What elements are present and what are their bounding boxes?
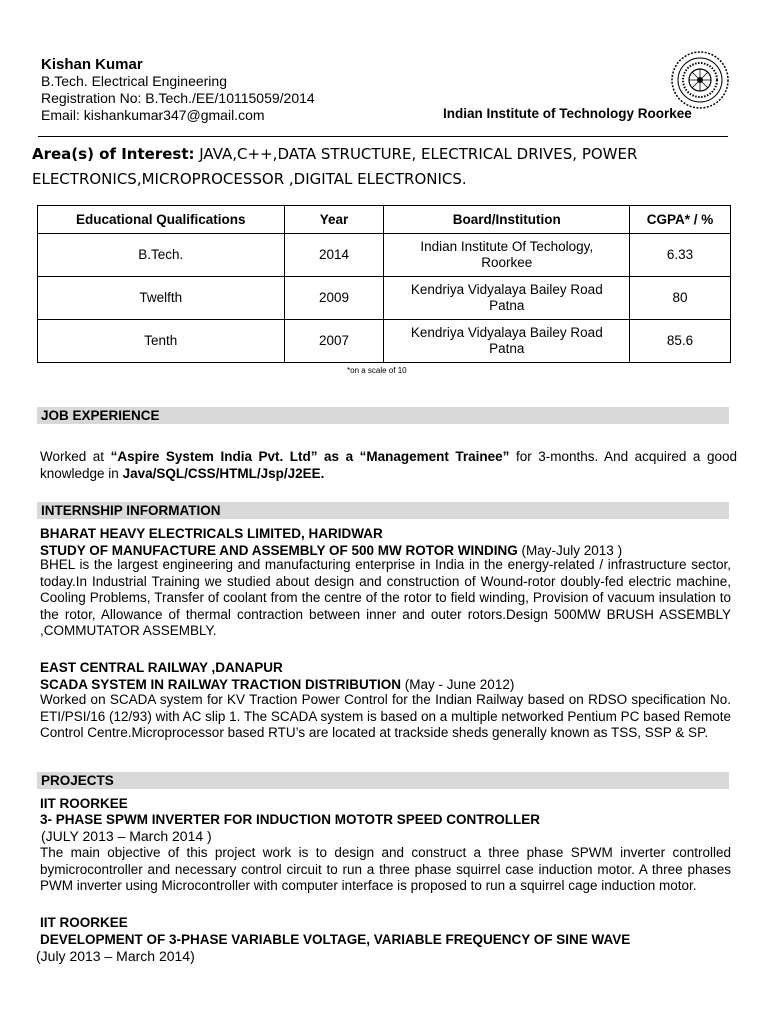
institute-name: Indian Institute of Technology Roorkee (443, 106, 692, 121)
score-cell: 6.33 (630, 234, 731, 277)
project-title-2: DEVELOPMENT OF 3-PHASE VARIABLE VOLTAGE, VARIABLE FREQUENCY OF SINE WAVE (40, 932, 631, 947)
header-institution: Board/Institution (384, 206, 630, 234)
internship-project-1-title: STUDY OF MANUFACTURE AND ASSEMBLY OF 500 MW ROTOR WINDING (40, 543, 518, 558)
institution-line-1: Kendriya Vidyalaya Bailey Road (410, 282, 603, 297)
candidate-name: Kishan Kumar (41, 56, 143, 73)
header-divider (38, 136, 728, 137)
job-experience-heading: JOB EXPERIENCE (37, 407, 729, 424)
project-title-1: 3- PHASE SPWM INVERTER FOR INDUCTION MOTOTR SPEED CONTROLLER (40, 812, 541, 827)
email: Email: kishankumar347@gmail.com (41, 107, 265, 123)
year-cell: 2009 (284, 277, 384, 320)
internship-project-2-title: SCADA SYSTEM IN RAILWAY TRACTION DISTRIBUTION (40, 677, 402, 692)
score-cell: 85.6 (630, 320, 731, 363)
project-date-1: (JULY 2013 – March 2014 ) (41, 828, 212, 844)
header-year: Year (284, 206, 384, 234)
internship-project-2-date: (May - June 2012) (401, 677, 515, 692)
registration-number: Registration No: B.Tech./EE/10115059/2014 (41, 90, 315, 106)
year-cell: 2007 (284, 320, 384, 363)
institution-cell (384, 234, 630, 277)
interests-label: Area(s) of Interest: (32, 145, 195, 163)
interests-line-1 (32, 145, 637, 163)
institution-line-2: Patna (489, 341, 525, 356)
degree: B.Tech. Electrical Engineering (41, 73, 227, 89)
internship-heading: INTERNSHIP INFORMATION (37, 502, 729, 519)
institution-cell (384, 277, 630, 320)
internship-project-1-date: (May-July 2013 ) (517, 543, 623, 558)
institution-line-2: Patna (489, 298, 525, 313)
internship-project-1 (40, 543, 622, 558)
institution-cell (384, 320, 630, 363)
iit-roorkee-seal-icon (670, 50, 730, 110)
cgpa-footnote: *on a scale of 10 (347, 366, 407, 375)
internship-org-2: EAST CENTRAL RAILWAY ,DANAPUR (40, 660, 283, 675)
education-table (37, 205, 731, 363)
header-score: CGPA* / % (630, 206, 731, 234)
project-desc-1: The main objective of this project work is to design and construct a three phase SPWM inverter controlled bymicrocontroller and necessary control circuit to run a three phase squirrel case induction motor. A three phases PWM inverter using Microcontroller with computer interface is proposed to run a squirrel cage induction motor. (40, 845, 731, 893)
table-row (38, 277, 731, 320)
interests-line-2: ELECTRONICS,MICROPROCESSOR ,DIGITAL ELECTRONICS. (32, 170, 467, 188)
interests-text-1: JAVA,C++,DATA STRUCTURE, ELECTRICAL DRIVES, POWER (194, 145, 638, 163)
job-experience-text (40, 449, 737, 482)
qualification-cell: B.Tech. (38, 234, 285, 277)
internship-desc-2: Worked on SCADA system for KV Traction Power Control for the Indian Railway based on RDSO specification No. ETI/PSI/16 (12/93) with AC slip 1. The SCADA system is based on a multiple networked Pentium PC based Remote Control Centre.Microprocessor based RTU’s are located at trackside sheds generally known as TSS, SSP & SP. (40, 692, 731, 740)
qualification-cell: Tenth (38, 320, 285, 363)
qualification-cell: Twelfth (38, 277, 285, 320)
table-row (38, 320, 731, 363)
institution-line-2: Roorkee (481, 255, 533, 270)
internship-desc-1: BHEL is the largest engineering and manufacturing enterprise in India in the energy-related / infrastructure sector, today.In Industrial Training we studied about design and construction of Wound-rotor doubly-fed electric machine, Cooling Problems, Transfer of coolant from the centre of the rotor to field winding, Provision of vacuum insulation to the rotor, Allowance of thermal contraction between inner and outer rotors.Design 500MW BRUSH ASSEMBLY ,COMMUTATOR ASSEMBLY. (40, 557, 731, 638)
internship-project-2 (40, 677, 514, 692)
year-cell: 2014 (284, 234, 384, 277)
table-row (38, 234, 731, 277)
project-org-1: IIT ROORKEE (40, 796, 128, 811)
header-qualification: Educational Qualifications (38, 206, 285, 234)
projects-heading: PROJECTS (37, 772, 729, 789)
institution-line-1: Kendriya Vidyalaya Bailey Road (410, 325, 603, 340)
job-company-role: “Aspire System India Pvt. Ltd” as a “Management Trainee” (110, 449, 510, 464)
table-header-row (38, 206, 731, 234)
job-text-1: Worked at (40, 449, 111, 464)
job-text-2: for 3-months. And acquired a good knowledge in (40, 449, 737, 481)
project-org-2: IIT ROORKEE (40, 915, 128, 930)
internship-org-1: BHARAT HEAVY ELECTRICALS LIMITED, HARIDWAR (40, 526, 383, 541)
score-cell: 80 (630, 277, 731, 320)
job-skills: Java/SQL/CSS/HTML/Jsp/J2EE. (122, 465, 325, 481)
institution-line-1: Indian Institute Of Techology, (420, 239, 594, 254)
project-date-2: (July 2013 – March 2014) (36, 948, 195, 964)
